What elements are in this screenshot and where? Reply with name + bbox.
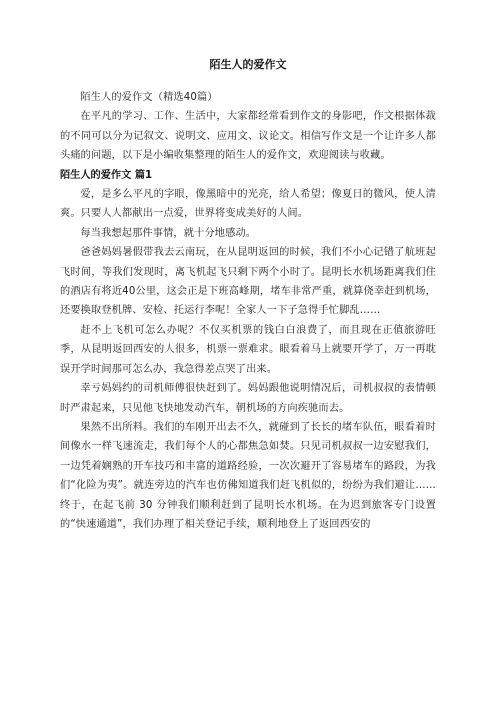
body-paragraph: 果然不出所料。我们的车刚开出去不久，就碰到了长长的堵车队伍，眼看着时间像水一样飞速流走，我们每个人的心都焦急如焚。只见司机叔叔一边安慰我们，一边凭着娴熟的开车技巧和丰富的道路经验，一次次避开了容易堵车的路段，为我们“化险为夷”。就连旁边的汽车也仿佛知道我们赶飞机似的，纷纷为我们避让……终于，在起飞前 30 分钟我们顺利赶到了昆明长水机场。在为迟到旅客专门设置的“快速通道”，我们办理了相关登记手续，顺利地登上了返回西安的	[60, 421, 436, 530]
body-paragraph: 爸爸妈妈暑假带我去云南玩，在从昆明返回的时候，我们不小心记错了航班起飞时间，等我们发现时，离飞机起飞只剩下两个小时了。昆明长水机场距离我们住的酒店有将近40公里，这会正是下班高峰期，堵车非常严重，就算侥幸赶到机场，还要换取登机牌、安检、托运行李呢！全家人一下子急得手忙脚乱……	[60, 247, 436, 317]
body-paragraph: 赶不上飞机可怎么办呢？不仅买机票的钱白白浪费了，而且现在正值旅游旺季，从昆明返回西安的人很多，机票一票难求。眼看着马上就要开学了，万一再耽误开学时间那可怎么办，我急得差点哭了出来。	[60, 324, 436, 375]
section-heading: 陌生人的爱作文 篇1	[60, 169, 153, 181]
subtitle-paragraph: 陌生人的爱作文（精选40篇）	[80, 92, 218, 103]
document-title: 陌生人的爱作文	[209, 58, 287, 71]
document-page	[60, 58, 436, 534]
intro-paragraph: 在平凡的学习、工作、生活中，大家都经常看到作文的身影吧，作文根据体裁的不同可以分为记叙文、说明文、应用文、议论文。相信写作文是一个让许多人都头痛的问题，以下是小编收集整理的陌生人的爱作文，欢迎阅读与收藏。	[60, 111, 436, 162]
body-paragraph: 每当我想起那件事情，就十分地感动。	[80, 227, 257, 239]
body-paragraph: 爱，是多么平凡的字眼，像黑暗中的光亮，给人希望；像夏日的微风，使人清爽。只要人人都献出一点爱，世界将变成美好的人间。	[60, 189, 436, 220]
body-paragraph: 幸亏妈妈约的司机师傅很快赶到了。妈妈跟他说明情况后，司机叔叔的表情顿时严肃起来，只见他飞快地发动汽车，朝机场的方向疾驰而去。	[60, 383, 436, 414]
